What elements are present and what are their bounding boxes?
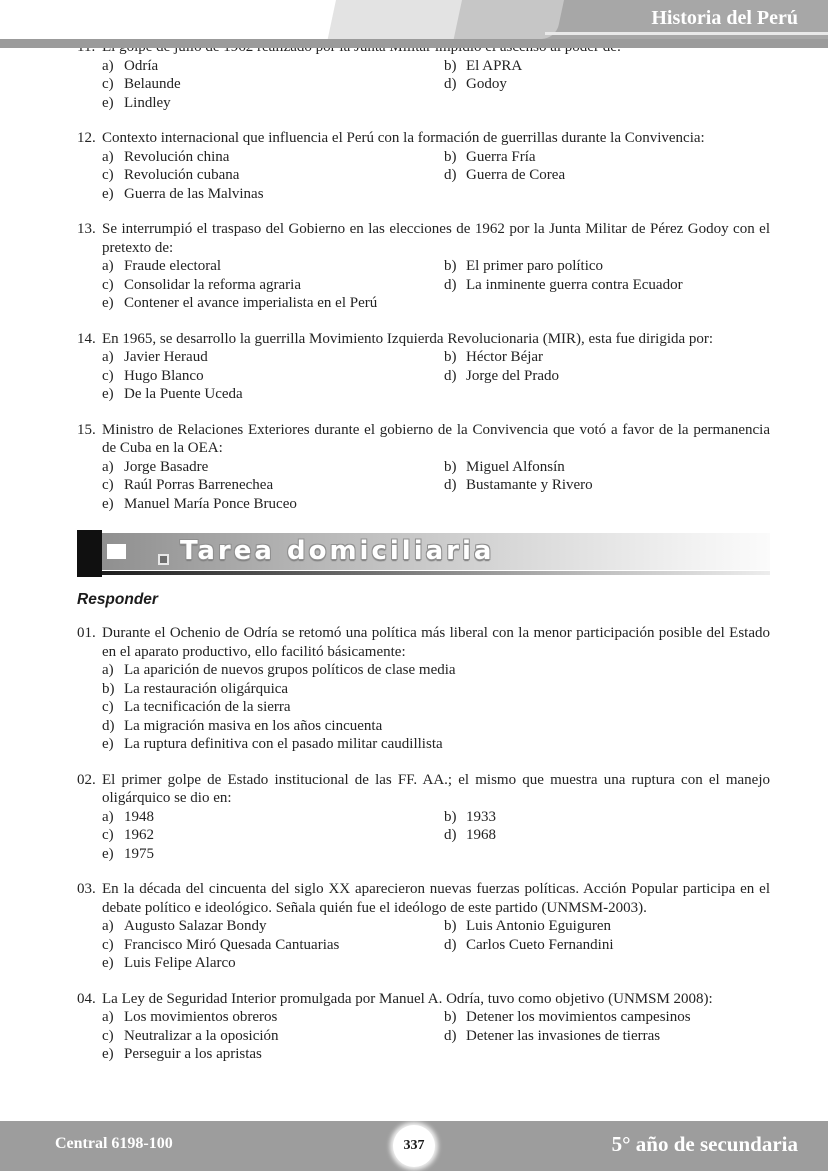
option-letter: b) [444, 918, 457, 934]
options-list [102, 458, 770, 514]
options-list [102, 661, 770, 754]
option-text: 1968 [466, 827, 496, 843]
option-row [102, 735, 770, 754]
option-text: Godoy [466, 76, 507, 92]
option-letter: b) [444, 57, 457, 74]
question [77, 880, 770, 973]
option-letter: d) [102, 717, 115, 734]
option-row [102, 476, 444, 495]
option-text: Hugo Blanco [124, 367, 204, 384]
banner-black-square [77, 530, 102, 577]
question [77, 129, 770, 203]
option-row [444, 826, 770, 845]
option-row [444, 148, 770, 167]
question-number: 01. [77, 625, 96, 641]
option-row [102, 348, 444, 367]
option-text: Contener el avance imperialista en el Perú [124, 295, 378, 311]
option-text: La aparición de nuevos grupos políticos de clase media [124, 662, 456, 678]
banner-white-square-icon [107, 544, 126, 559]
option-text: De la Puente Uceda [124, 386, 243, 402]
question [77, 330, 770, 404]
option-letter: d) [444, 167, 457, 183]
options-list [102, 57, 770, 113]
option-letter: d) [444, 276, 457, 293]
option-letter: c) [102, 477, 114, 493]
options-list [102, 808, 770, 864]
option-text: Miguel Alfonsín [466, 458, 565, 475]
option-row [102, 276, 444, 295]
option-row [444, 75, 770, 94]
option-row [102, 917, 444, 936]
option-letter: d) [444, 827, 457, 843]
option-letter: c) [102, 699, 114, 715]
option-text: La restauración oligárquica [124, 680, 289, 697]
question-body [102, 220, 770, 313]
option-text: Neutralizar a la oposición [124, 1027, 279, 1044]
option-letter: d) [444, 367, 457, 384]
option-text: Carlos Cueto Fernandini [466, 936, 614, 953]
option-text: Luis Antonio Eguiguren [466, 918, 611, 934]
option-text: Detener los movimientos campesinos [466, 1009, 691, 1025]
question-stem: El primer golpe de Estado institucional de las FF. AA.; el mismo que muestra una ruptura con el manejo oligárquico se dio en: [102, 771, 770, 806]
header-decoration-band-light [328, 0, 462, 39]
option-letter: e) [102, 94, 114, 111]
question-stem: En 1965, se desarrollo la guerrilla Movimiento Izquierda Revolucionaria (MIR), esta fue dirigida por: [102, 330, 714, 347]
option-text: Luis Felipe Alarco [124, 955, 236, 971]
option-letter: b) [444, 148, 457, 165]
option-letter: b) [102, 680, 115, 697]
option-letter: b) [444, 808, 457, 825]
option-text: Consolidar la reforma agraria [124, 276, 302, 293]
option-text: El APRA [466, 57, 523, 74]
banner-bullet-icon [158, 554, 169, 565]
option-text: Guerra de Corea [466, 167, 566, 183]
option-letter: a) [102, 148, 114, 165]
section-banner [77, 530, 770, 578]
option-text: Perseguir a los apristas [124, 1046, 262, 1062]
question [77, 624, 770, 754]
option-text: Fraude electoral [124, 258, 222, 274]
question-stem: Ministro de Relaciones Exteriores durante el gobierno de la Convivencia que votó a favor de la permanencia de Cuba en la OEA: [102, 421, 770, 456]
option-text: 1948 [124, 808, 154, 825]
option-text: La migración masiva en los años cincuenta [124, 717, 383, 734]
option-row [102, 148, 444, 167]
option-letter: e) [102, 845, 114, 862]
option-text: Lindley [124, 94, 171, 111]
question-stem: Se interrumpió el traspaso del Gobierno en las elecciones de 1962 por la Junta Militar de Pérez Godoy con el pretexto de: [102, 221, 770, 256]
question-body [102, 990, 770, 1064]
option-row [102, 75, 444, 94]
option-row [102, 1027, 444, 1046]
page-header [0, 0, 828, 52]
option-text: La tecnificación de la sierra [124, 699, 291, 715]
question-number: 14. [77, 330, 96, 347]
option-row [102, 717, 770, 736]
header-rule-bar [0, 39, 828, 48]
question [77, 220, 770, 313]
option-row [102, 185, 444, 204]
header-title-underline [545, 32, 828, 35]
option-letter: a) [102, 1009, 114, 1025]
question-list-homework [77, 624, 770, 1064]
option-row [102, 808, 444, 827]
option-letter: d) [444, 936, 457, 953]
option-row [102, 458, 444, 477]
option-text: Belaunde [124, 76, 181, 92]
option-letter: e) [102, 386, 114, 402]
option-row [102, 367, 444, 386]
option-letter: e) [102, 295, 114, 311]
question-number: 03. [77, 881, 96, 897]
option-text: La ruptura definitiva con el pasado militar caudillista [124, 736, 443, 752]
option-row [102, 826, 444, 845]
footer-grade: 5° año de secundaria [611, 1132, 798, 1156]
option-row [102, 1045, 444, 1064]
option-row [444, 1027, 770, 1046]
option-letter: a) [102, 349, 114, 365]
option-row [102, 845, 444, 864]
question-body [102, 330, 770, 404]
option-text: Jorge del Prado [466, 367, 560, 384]
option-row [102, 495, 444, 514]
footer-phone: Central 6198-100 [55, 1135, 173, 1152]
question [77, 990, 770, 1064]
option-row [102, 94, 444, 113]
option-letter: b) [444, 458, 457, 475]
question-body [102, 771, 770, 864]
option-row [444, 458, 770, 477]
option-letter: b) [444, 349, 457, 365]
option-text: Raúl Porras Barrenechea [124, 477, 274, 493]
section-banner-title: Tarea domiciliaria [180, 536, 495, 566]
question [77, 421, 770, 514]
option-text: 1962 [124, 827, 154, 843]
option-letter: e) [102, 185, 114, 202]
option-row [444, 348, 770, 367]
option-text: El primer paro político [466, 258, 604, 274]
option-text: Héctor Béjar [466, 349, 544, 365]
option-text: Guerra de las Malvinas [124, 185, 264, 202]
option-text: Detener las invasiones de tierras [466, 1027, 661, 1044]
option-row [444, 917, 770, 936]
option-letter: d) [444, 477, 457, 493]
option-text: Francisco Miró Quesada Cantuarias [124, 936, 340, 953]
question-stem: En la década del cincuenta del siglo XX aparecieron nuevas fuerzas políticas. Acción Popular participa en el debate político e ideológico. Señala quién fue el ideólogo de este partido (UNMSM-2003). [102, 881, 770, 916]
questions-section [0, 0, 828, 513]
options-list [102, 148, 770, 204]
option-row [102, 294, 444, 313]
option-text: 1933 [466, 808, 496, 825]
option-letter: a) [102, 662, 114, 678]
option-row [444, 808, 770, 827]
question-stem: Durante el Ochenio de Odría se retomó una política más liberal con la menor participación posible del Estado en el aparato productivo, ello facilitó básicamente: [102, 625, 770, 660]
question-stem: Contexto internacional que influencia el Perú con la formación de guerrillas durante la Convivencia: [102, 130, 705, 146]
question [77, 771, 770, 864]
option-row [444, 476, 770, 495]
option-letter: a) [102, 258, 114, 274]
option-letter: a) [102, 918, 114, 934]
option-row [444, 936, 770, 955]
option-letter: c) [102, 167, 114, 183]
option-letter: c) [102, 936, 114, 953]
options-list [102, 1008, 770, 1064]
option-row [102, 1008, 444, 1027]
option-letter: d) [444, 1027, 457, 1044]
question-list-main [77, 38, 770, 513]
option-row [102, 698, 770, 717]
option-text: Revolución china [124, 148, 230, 165]
course-title: Historia del Perú [651, 7, 798, 29]
option-letter: c) [102, 827, 114, 843]
option-text: Manuel María Ponce Bruceo [124, 495, 297, 512]
question-body [102, 880, 770, 973]
page-footer [0, 1121, 828, 1171]
option-text: Javier Heraud [124, 349, 208, 365]
question-number: 04. [77, 990, 96, 1007]
options-list [102, 348, 770, 404]
options-list [102, 257, 770, 313]
banner-underline [97, 571, 770, 575]
option-letter: b) [444, 1009, 457, 1025]
option-letter: a) [102, 57, 114, 74]
option-row [102, 257, 444, 276]
option-letter: e) [102, 495, 114, 512]
question-number: 13. [77, 221, 96, 237]
question-body [102, 624, 770, 754]
option-text: La inminente guerra contra Ecuador [466, 276, 683, 293]
option-letter: a) [102, 458, 114, 475]
option-letter: c) [102, 1027, 114, 1044]
option-text: Los movimientos obreros [124, 1009, 278, 1025]
option-row [102, 954, 444, 973]
option-letter: c) [102, 367, 114, 384]
question-body [102, 421, 770, 514]
question-number: 15. [77, 421, 96, 438]
option-row [102, 166, 444, 185]
option-row [102, 936, 444, 955]
option-row [444, 257, 770, 276]
options-list [102, 917, 770, 973]
option-text: Guerra Fría [466, 148, 536, 165]
option-letter: e) [102, 736, 114, 752]
option-row [102, 385, 444, 404]
option-text: Odría [124, 57, 159, 74]
option-text: Bustamante y Rivero [466, 477, 593, 493]
responder-label: Responder [77, 591, 158, 608]
option-row [444, 367, 770, 386]
option-row [444, 1008, 770, 1027]
option-row [444, 166, 770, 185]
option-text: Revolución cubana [124, 167, 240, 183]
option-letter: a) [102, 808, 114, 825]
question-stem: La Ley de Seguridad Interior promulgada por Manuel A. Odría, tuvo como objetivo (UNMSM 2008): [102, 990, 713, 1007]
option-letter: c) [102, 276, 114, 293]
option-letter: d) [444, 76, 457, 92]
option-letter: e) [102, 1046, 114, 1062]
option-row [444, 276, 770, 295]
option-text: Augusto Salazar Bondy [124, 918, 267, 934]
option-letter: e) [102, 955, 114, 971]
option-row [102, 680, 770, 699]
question-number: 02. [77, 771, 96, 788]
option-text: Jorge Basadre [124, 458, 209, 475]
question-number: 12. [77, 130, 96, 146]
option-letter: b) [444, 258, 457, 274]
option-row [102, 661, 770, 680]
option-text: 1975 [124, 845, 154, 862]
option-row [102, 57, 444, 76]
option-letter: c) [102, 76, 114, 92]
question-body [102, 129, 770, 203]
page-number-badge: 337 [393, 1125, 435, 1167]
option-row [444, 57, 770, 76]
homework-section [0, 624, 828, 1064]
